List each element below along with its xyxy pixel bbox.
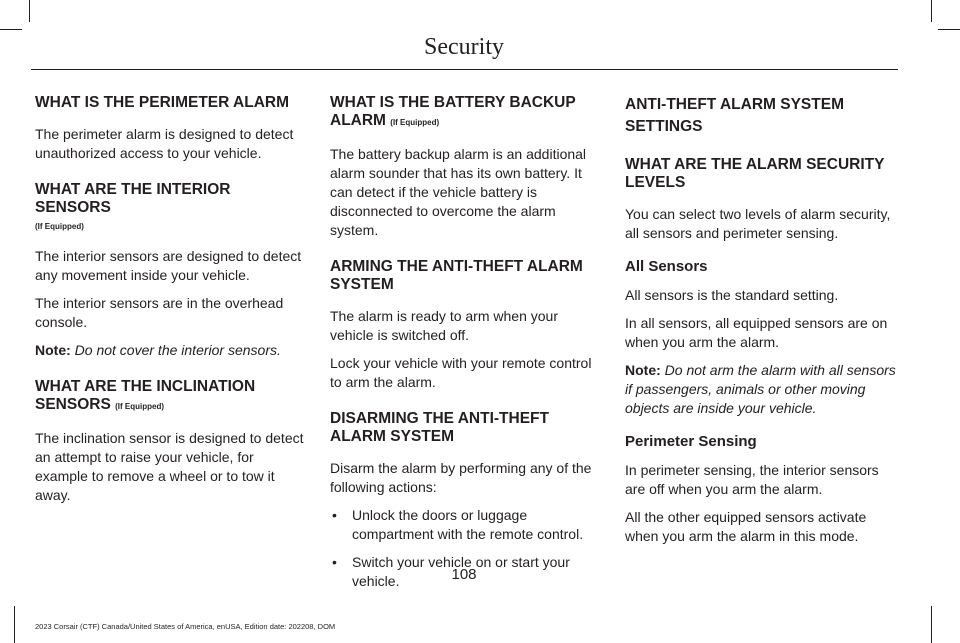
inclination-qualifier: (If Equipped)	[115, 402, 165, 411]
all-sensors-heading: All Sensors	[625, 258, 708, 275]
page-number: 108	[451, 566, 477, 583]
page-title: Security	[424, 34, 504, 60]
settings-heading-line2: SETTINGS	[625, 118, 703, 135]
interior-sensors-qualifier: (If Equipped)	[35, 222, 84, 231]
interior-sensors-text-1: The interior sensors are designed to detect any movement inside your vehicle.	[35, 248, 302, 283]
backup-qualifier: (If Equipped)	[390, 118, 440, 127]
arming-heading: ARMING THE ANTI-THEFT ALARM SYSTEM	[330, 258, 583, 293]
inclination-sensors-text: The inclination sensor is designed to detect an attempt to raise your vehicle, for example to remove a wheel or to tow it away.	[35, 430, 304, 503]
crop-mark	[931, 606, 932, 643]
header-divider	[31, 69, 898, 70]
security-levels-text: You can select two levels of alarm security, all sensors and perimeter sensing.	[625, 206, 891, 241]
alarm-settings-heading	[625, 94, 897, 138]
column-middle	[330, 94, 602, 600]
crop-mark	[29, 0, 30, 22]
note-text: Do not arm the alarm with all sensors if passengers, animals or other moving objects are inside your vehicle.	[625, 362, 896, 416]
backup-heading-line2: ALARM	[330, 112, 386, 129]
crop-mark	[938, 29, 960, 30]
all-sensors-text-1: All sensors is the standard setting.	[625, 287, 839, 303]
all-sensors-note	[625, 361, 897, 418]
note-label: Note:	[35, 342, 71, 358]
battery-backup-text: The battery backup alarm is an additional alarm sounder that has its own battery. It can detect if the vehicle battery is disconnected to overcome the alarm system.	[330, 146, 587, 238]
interior-sensors-heading: WHAT ARE THE INTERIOR SENSORS	[35, 181, 231, 216]
inclination-heading-line2: SENSORS	[35, 396, 111, 413]
perimeter-sensing-text-2: All the other equipped sensors activate when you arm the alarm in this mode.	[625, 509, 867, 544]
perimeter-sensing-heading: Perimeter Sensing	[625, 433, 757, 450]
disarming-text: Disarm the alarm by performing any of the following actions:	[330, 460, 592, 495]
perimeter-alarm-heading: WHAT IS THE PERIMETER ALARM	[35, 94, 290, 111]
arming-text-1: The alarm is ready to arm when your vehicle is switched off.	[330, 308, 558, 343]
interior-sensors-note	[35, 341, 307, 360]
list-item: • Switch your vehicle on or start your vehicle.	[330, 553, 602, 591]
column-right	[625, 94, 897, 555]
note-text: Do not cover the interior sensors.	[74, 342, 281, 358]
crop-mark	[0, 29, 22, 30]
inclination-sensors-heading	[35, 378, 307, 416]
note-label: Note:	[625, 362, 661, 378]
all-sensors-text-2: In all sensors, all equipped sensors are on when you arm the alarm.	[625, 315, 888, 350]
backup-heading-line1: WHAT IS THE BATTERY BACKUP	[330, 94, 576, 111]
crop-mark	[931, 0, 932, 22]
crop-mark	[14, 606, 15, 643]
settings-heading-line1: ANTI-THEFT ALARM SYSTEM	[625, 96, 844, 113]
security-levels-heading: WHAT ARE THE ALARM SECURITY LEVELS	[625, 156, 885, 191]
footer-edition-info: 2023 Corsair (CTF) Canada/United States of America, enUSA, Edition date: 202208, DOM	[35, 622, 336, 631]
perimeter-sensing-text-1: In perimeter sensing, the interior sensors are off when you arm the alarm.	[625, 462, 879, 497]
battery-backup-heading	[330, 94, 602, 132]
column-left	[35, 94, 307, 514]
interior-sensors-text-2: The interior sensors are in the overhead console.	[35, 295, 284, 330]
disarming-heading: DISARMING THE ANTI-THEFT ALARM SYSTEM	[330, 410, 549, 445]
perimeter-alarm-text: The perimeter alarm is designed to detect unauthorized access to your vehicle.	[35, 126, 294, 161]
arming-text-2: Lock your vehicle with your remote control to arm the alarm.	[330, 355, 592, 390]
inclination-heading-line1: WHAT ARE THE INCLINATION	[35, 378, 256, 395]
list-item: • Unlock the doors or luggage compartment with the remote control.	[330, 506, 602, 544]
